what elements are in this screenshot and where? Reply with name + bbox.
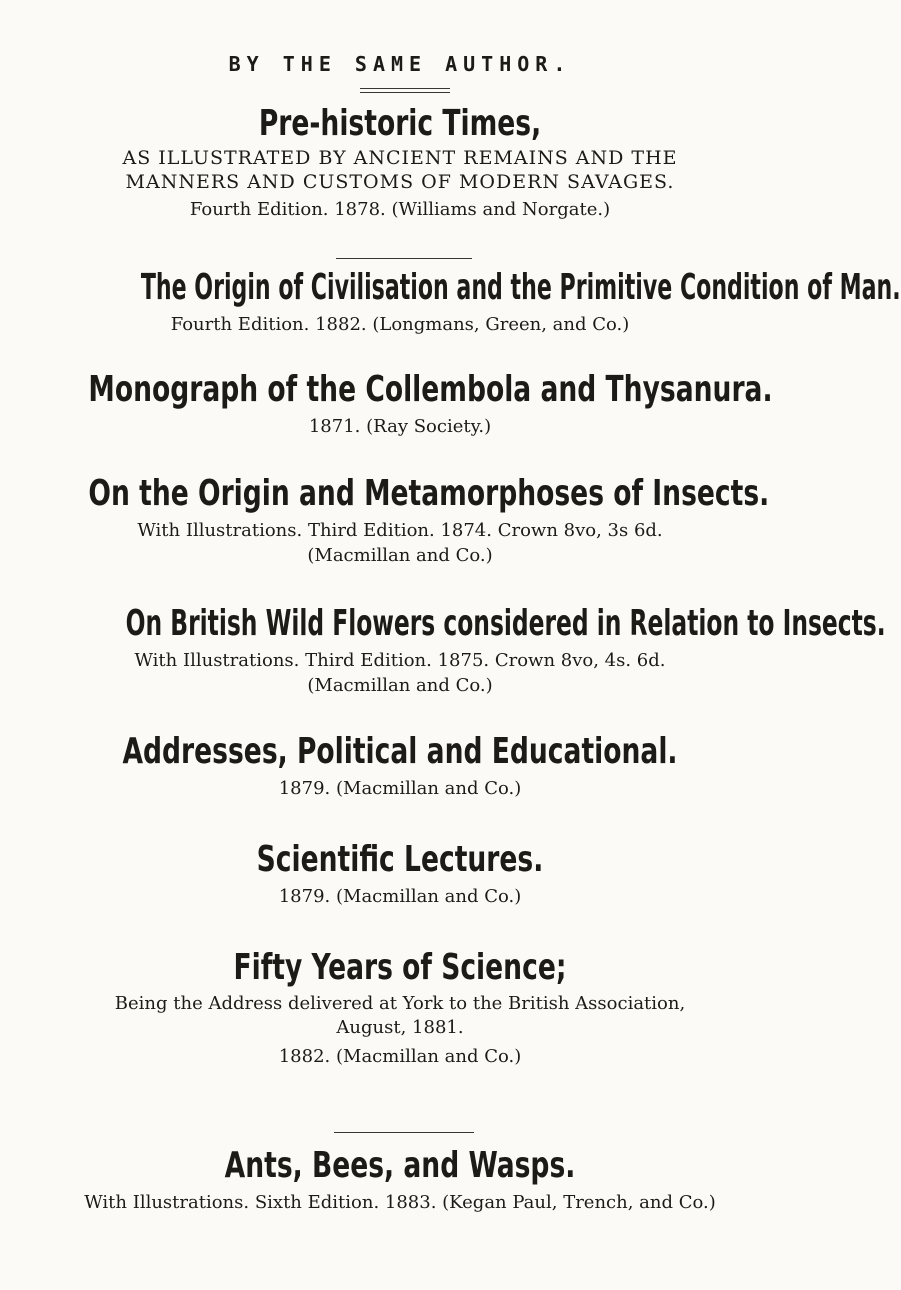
book-details: 1879. (Macmillan and Co.) [278,885,522,907]
book-details: With Illustrations. Third Edition. 1875. Crown 8vo, 4s. 6d. [134,649,666,671]
book-details: 1882. (Macmillan and Co.) [278,1046,522,1068]
book-publisher: (Macmillan and Co.) [307,544,493,566]
book-note: August, 1881. [336,1016,464,1038]
book-details: 1871. (Ray Society.) [308,415,492,437]
book-entry-scientific-lectures [20,840,780,909]
book-details: Fourth Edition. 1882. (Longmans, Green, and Co.) [170,313,630,335]
book-publisher: (Macmillan and Co.) [307,674,493,696]
book-title: Pre-historic Times, [258,103,542,144]
page-heading: BY THE SAME AUTHOR. [228,52,572,76]
book-note: Being the Address delivered at York to the British Association, [114,992,686,1014]
book-title: Ants, Bees, and Wasps. [224,1145,576,1186]
book-entry-origin-of-civilisation [20,267,901,337]
book-title: Monograph of the Collembola and Thysanura. [88,369,773,410]
divider [360,92,450,93]
book-entry-british-wild-flowers [20,603,886,698]
book-entry-fifty-years-of-science [20,948,780,1069]
divider [336,258,472,259]
book-title: Fifty Years of Science; [233,947,567,988]
book-title: The Origin of Civilisation and the Primitive Condition of Man. [140,267,901,308]
book-details: With Illustrations. Third Edition. 1874. Crown 8vo, 3s 6d. [137,519,663,541]
book-details: With Illustrations. Sixth Edition. 1883. (Kegan Paul, Trench, and Co.) [84,1191,716,1213]
book-title: Scientific Lectures. [256,839,544,880]
book-entry-collembola-thysanura [20,370,780,439]
divider [360,88,450,89]
book-title: On the Origin and Metamorphoses of Insects. [88,473,770,514]
book-details: Fourth Edition. 1878. (Williams and Norgate.) [189,198,611,220]
book-subtitle: MANNERS AND CUSTOMS OF MODERN SAVAGES. [125,171,675,194]
book-entry-metamorphoses-of-insects [20,474,780,568]
book-subtitle: AS ILLUSTRATED BY ANCIENT REMAINS AND THE [122,146,678,169]
book-details: 1879. (Macmillan and Co.) [278,777,522,799]
book-entry-ants-bees-wasps [20,1146,780,1215]
divider [334,1132,474,1133]
book-entry-addresses [20,732,780,801]
book-entry-prehistoric-times [20,104,780,222]
book-title: Addresses, Political and Educational. [122,731,678,772]
book-title: On British Wild Flowers considered in Relation to Insects. [125,603,886,644]
